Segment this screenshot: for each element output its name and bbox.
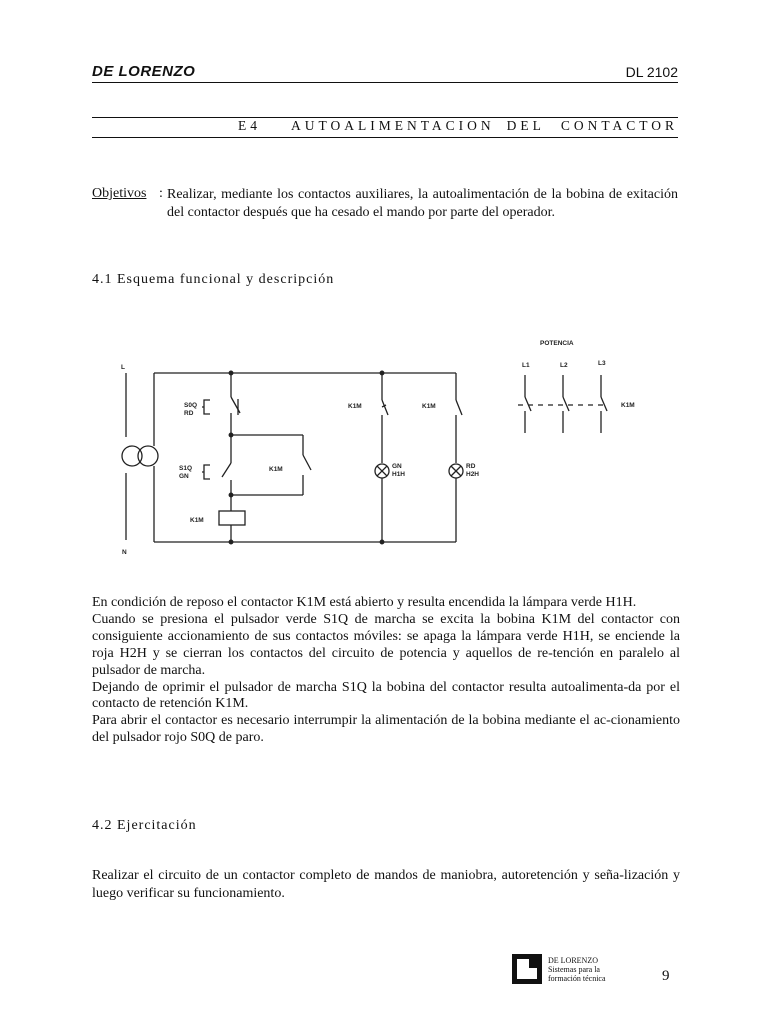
k1m-coil (219, 511, 245, 525)
model-number: DL 2102 (625, 64, 678, 80)
l3-label: L3 (598, 360, 606, 367)
description-p3: Dejando de oprimir el pulsador de marcha S1Q la bobina del contactor resulta autoalimenta-da por el contacto de retención K1M. (92, 679, 680, 712)
page-number: 9 (662, 968, 670, 984)
header-rule (92, 82, 678, 83)
description (92, 595, 680, 747)
title-word-3: CONTACTOR (560, 118, 678, 133)
s0q-label: S0Q (184, 402, 198, 409)
line-n-label: N (122, 549, 127, 556)
objectives-label: Objetivos (92, 186, 147, 201)
s1q-button (202, 465, 210, 479)
circuit-diagram (110, 325, 650, 565)
objectives-colon: : (159, 186, 163, 201)
k1m-green-label: K1M (348, 403, 362, 410)
transformer-coil-2 (138, 446, 158, 466)
footer-logo-icon (512, 954, 542, 984)
l2-label: L2 (560, 362, 568, 369)
k1m-hold-contact (303, 455, 311, 470)
s0q-rd-label: RD (184, 410, 194, 417)
de-lorenzo-logo: DE LORENZO (92, 63, 196, 80)
h1h-label: H1H (392, 471, 406, 478)
h1h-gn-label: GN (392, 463, 402, 470)
description-p4: Para abrir el contactor es necesario interrumpir la alimentación de la bobina mediante el ac-cionamiento del pulsador rojo S0Q de paro. (92, 713, 680, 746)
title-rule-bottom (92, 137, 678, 138)
footer-brand (548, 956, 606, 983)
description-p2: Cuando se presiona el pulsador verde S1Q de marcha se excita la bobina K1M del contactor con consiguiente accionamiento de sus contactos móviles: se apaga la lámpara verde H1H, se enciende la roja H2H y se cierran los contactos del circuito de potencia y aquellos de re-tención en paralelo al pulsador de marcha. (92, 611, 680, 678)
k1m-hold-label: K1M (269, 466, 283, 473)
potencia-label: POTENCIA (540, 340, 574, 347)
exercise-title (92, 118, 678, 134)
s1q-contact (222, 463, 231, 477)
k1m-red-label: K1M (422, 403, 436, 410)
line-l-label: L (121, 364, 125, 371)
k1m-red-contact (456, 400, 462, 415)
h2h-rd-label: RD (466, 463, 476, 470)
objectives-text: Realizar, mediante los contactos auxiliares, la autoalimentación de la bobina de exitación del contactor después que ha cesado el mando por parte del operador. (167, 187, 678, 220)
footer-line-3: formación técnica (548, 974, 606, 983)
k1m-power-label: K1M (621, 402, 635, 409)
title-word-1: AUTOALIMENTACION (291, 118, 495, 133)
k1m-green-contact (382, 400, 388, 415)
l1-label: L1 (522, 362, 530, 369)
exercise-text: Realizar el circuito de un contactor completo de mandos de maniobra, autoretención y seña-lización y luego verificar su funcionamiento. (92, 868, 680, 901)
footer-line-2: Sistemas para la (548, 965, 600, 974)
transformer-coil-1 (122, 446, 142, 466)
s0q-button (202, 400, 210, 414)
s1q-gn-label: GN (179, 473, 189, 480)
section-title-4-1: 4.1 Esquema funcional y descripción (92, 272, 335, 287)
title-word-2: DEL (506, 118, 545, 133)
k1m-coil-label: K1M (190, 517, 204, 524)
section-title-4-2: 4.2 Ejercitación (92, 818, 197, 833)
title-number: E4 (238, 118, 261, 133)
footer-line-1: DE LORENZO (548, 956, 598, 965)
s1q-label: S1Q (179, 465, 193, 472)
description-p1: En condición de reposo el contactor K1M está abierto y resulta encendida la lámpara verde H1H. (92, 595, 637, 610)
h2h-label: H2H (466, 471, 480, 478)
